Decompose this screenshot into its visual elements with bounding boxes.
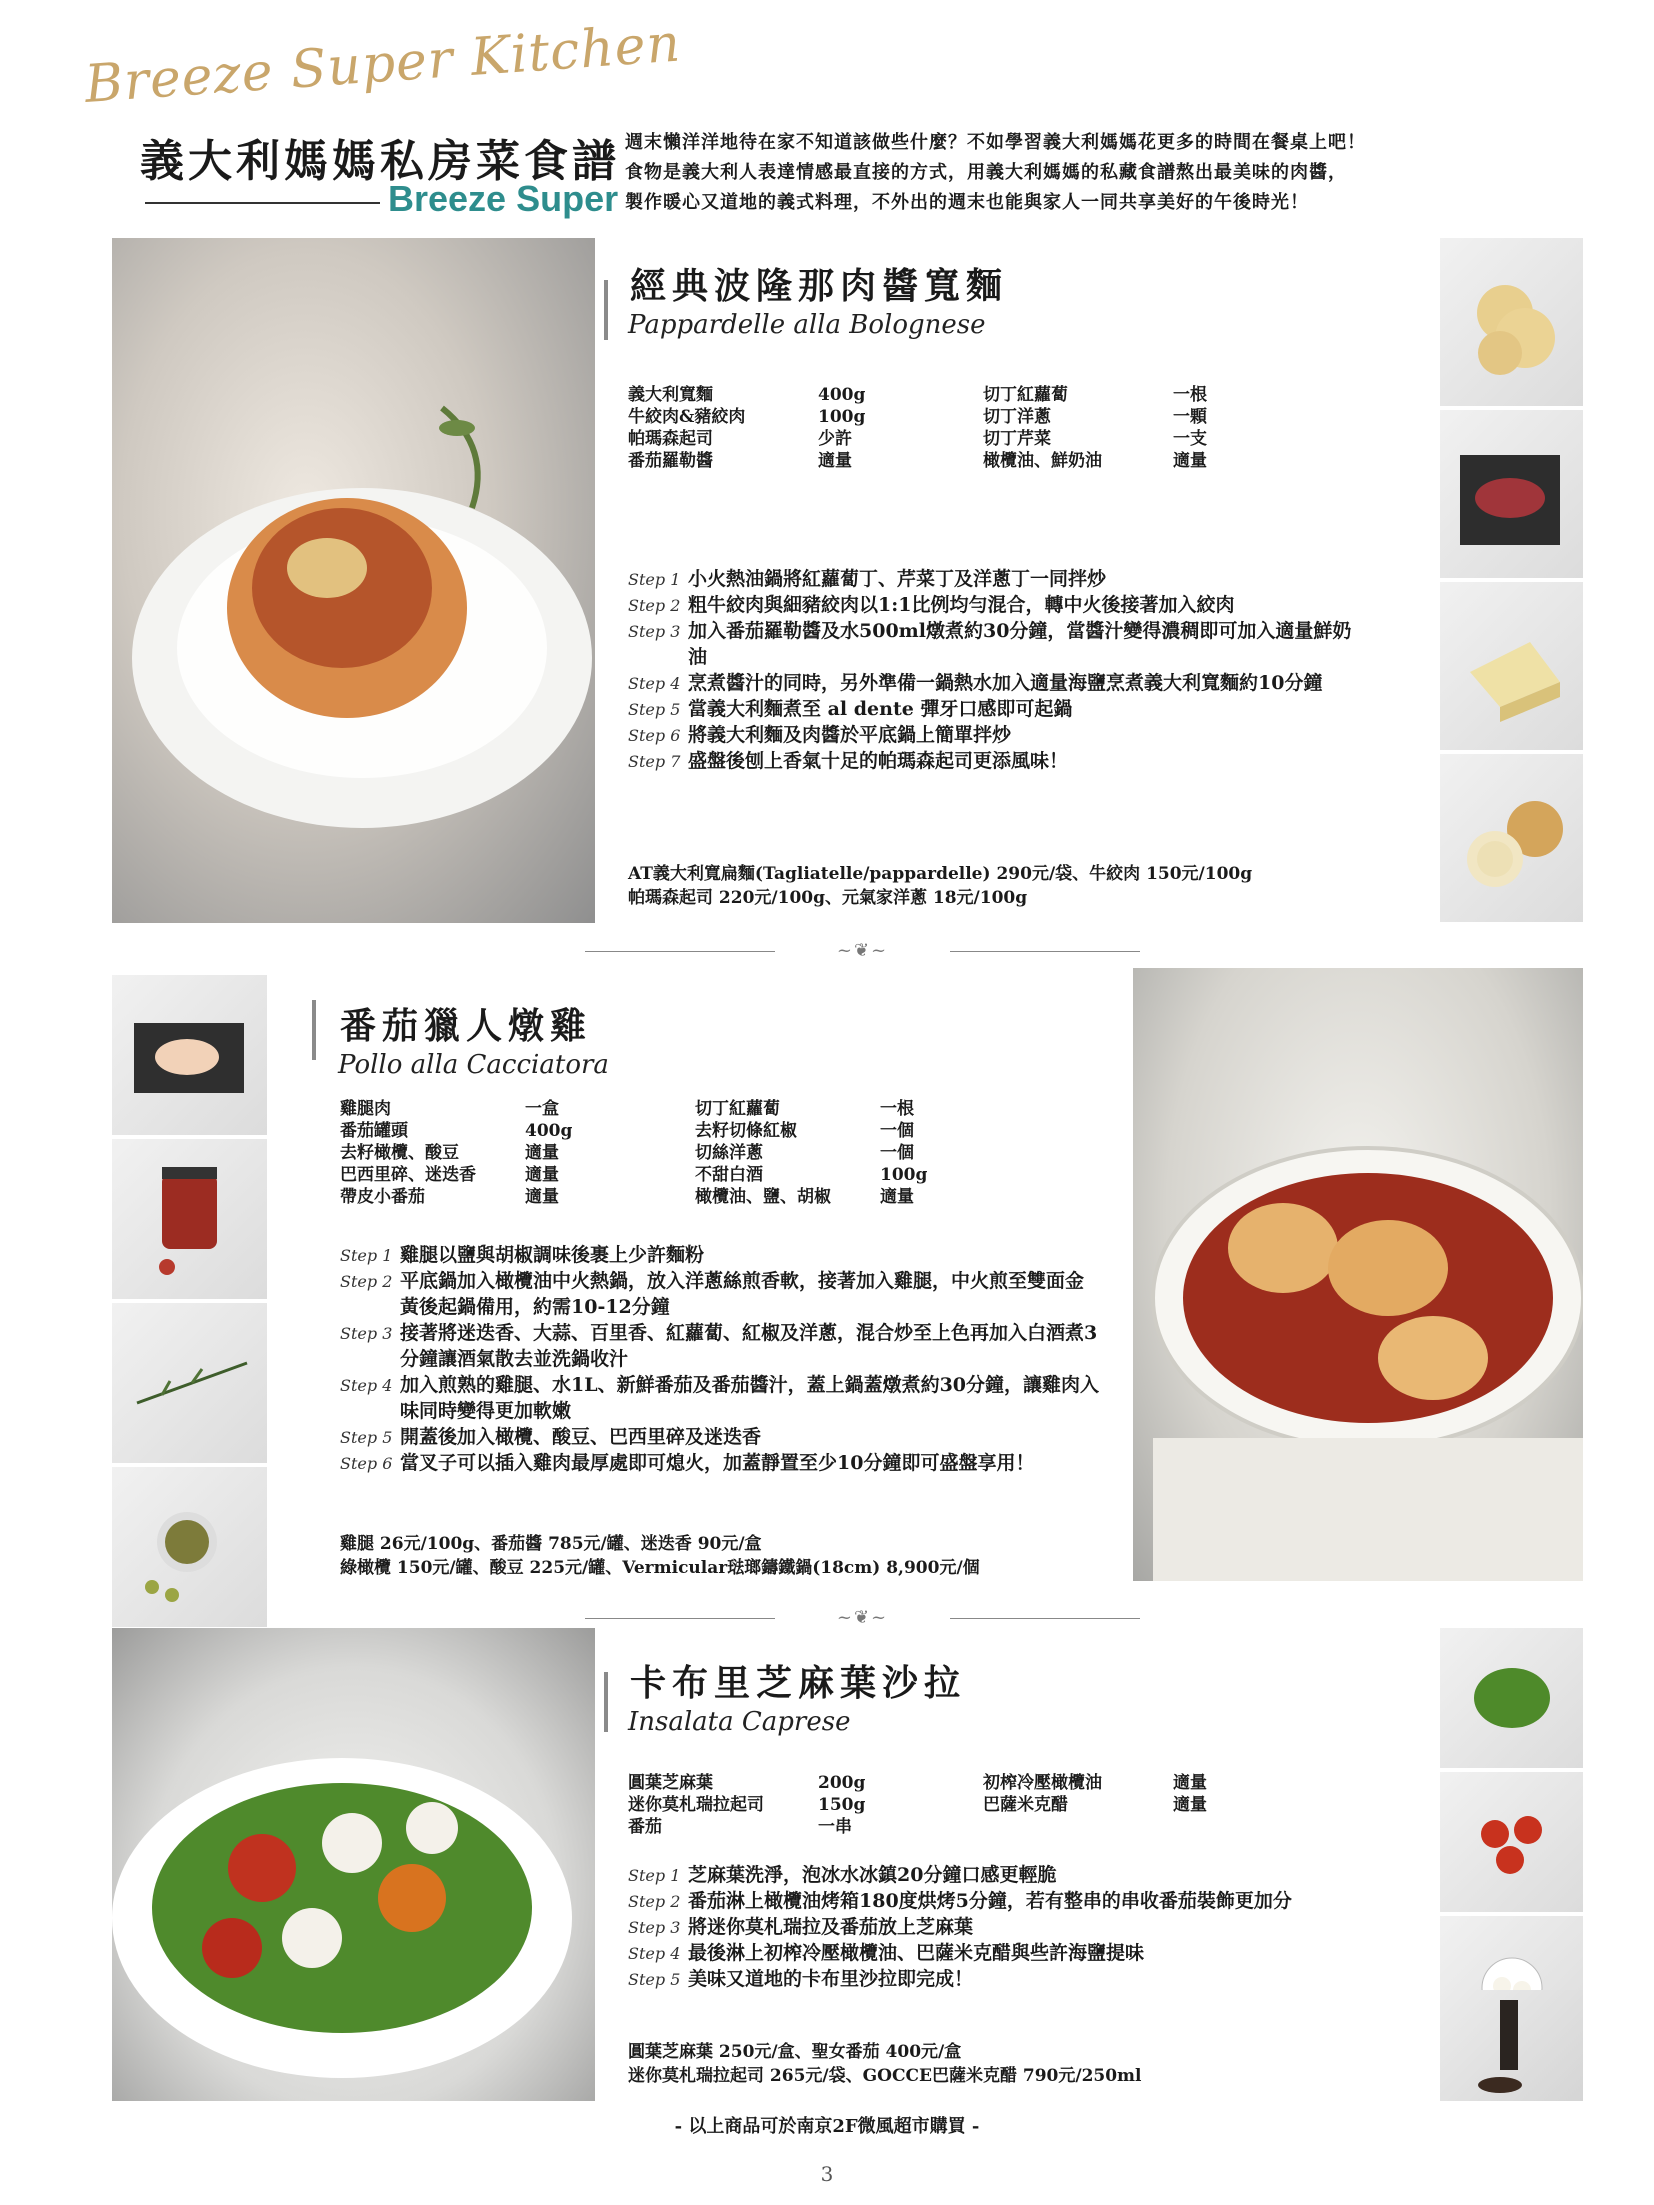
price-line: 雞腿 26元/100g、番茄醬 785元/罐、迷迭香 90元/盒 — [340, 1534, 762, 1554]
pasta-nest-icon — [1440, 238, 1583, 406]
intro-line: 製作暖心又道地的義式料理，不外出的週末也能與家人一同共享美好的午後時光！ — [625, 192, 1309, 213]
ingredient-qty: 一串 — [818, 1817, 852, 1837]
ingredient-qty: 適量 — [1173, 1795, 1207, 1815]
ingredient-name: 切丁芹菜 — [983, 429, 1051, 449]
ingredient-name: 巴西里碎、迷迭香 — [340, 1165, 476, 1185]
ingredient-qty: 一根 — [880, 1099, 914, 1119]
pot-illustration — [1133, 968, 1583, 1581]
ingredient-name: 去籽切條紅椒 — [695, 1121, 797, 1141]
step-item — [628, 722, 1368, 748]
ingredient-row — [628, 1772, 1228, 1794]
fork-ornament-icon — [604, 280, 608, 340]
cherry-tomato-thumbnail — [1440, 1772, 1583, 1912]
ingredient-qty: 適量 — [525, 1143, 559, 1163]
pasta-nest-thumbnail — [1440, 238, 1583, 406]
step-item — [340, 1242, 1100, 1268]
ingredient-row — [628, 428, 1228, 450]
ingredient-qty: 一支 — [1173, 429, 1207, 449]
chicken-leg-icon — [112, 975, 267, 1135]
ingredient-name: 初榨冷壓橄欖油 — [983, 1773, 1102, 1793]
page-number: 3 — [820, 2162, 834, 2186]
step-label: Step 6 — [340, 1454, 393, 1473]
sauce-jar-icon — [112, 1139, 267, 1299]
onion-icon — [1440, 754, 1583, 922]
step-item — [628, 1914, 1368, 1940]
tomato-sauce-jar-thumbnail — [112, 1139, 267, 1299]
ingredient-qty: 適量 — [818, 451, 852, 471]
price-line: 圓葉芝麻葉 250元/盒、聖女番茄 400元/盒 — [628, 2042, 962, 2062]
recipe-title: 番茄獵人燉雞 — [340, 1005, 593, 1047]
step-label: Step 3 — [628, 622, 681, 641]
ingredient-row — [628, 1816, 1228, 1838]
step-label: Step 1 — [340, 1246, 393, 1265]
brand-script-logo: Breeze Super Kitchen — [82, 13, 683, 115]
step-text: 當叉子可以插入雞肉最厚處即可熄火，加蓋靜置至少10分鐘即可盛盤享用！ — [400, 1452, 1035, 1474]
step-text: 加入番茄羅勒醬及水500ml燉煮約30分鐘，當醬汁變得濃稠即可加入適量鮮奶油 — [688, 620, 1352, 668]
step-item — [628, 748, 1368, 774]
price-list — [340, 1532, 1120, 1580]
step-text: 開蓋後加入橄欖、酸豆、巴西里碎及迷迭香 — [400, 1426, 762, 1448]
intro-paragraph — [625, 128, 1415, 218]
step-text: 將迷你莫札瑞拉及番茄放上芝麻葉 — [688, 1916, 974, 1938]
step-label: Step 5 — [628, 700, 681, 719]
ingredient-name: 巴薩米克醋 — [983, 1795, 1068, 1815]
step-label: Step 3 — [340, 1324, 393, 1343]
chicken-cacciatore-photo — [1133, 968, 1583, 1581]
ingredient-row — [340, 1120, 940, 1142]
ingredient-qty: 100g — [818, 407, 866, 427]
ingredient-qty: 適量 — [1173, 1773, 1207, 1793]
onion-thumbnail — [1440, 754, 1583, 922]
step-text: 將義大利麵及肉醬於平底鍋上簡單拌炒 — [688, 724, 1012, 746]
step-item — [628, 670, 1368, 696]
ingredient-name: 不甜白酒 — [695, 1165, 763, 1185]
intro-line: 食物是義大利人表達情感最直接的方式，用義大利媽媽的私藏食譜熬出最美味的肉醬， — [625, 162, 1347, 183]
ingredient-row — [340, 1186, 940, 1208]
step-item — [628, 1940, 1368, 1966]
ingredient-qty: 400g — [818, 385, 866, 405]
step-label: Step 3 — [628, 1918, 681, 1937]
step-label: Step 4 — [340, 1376, 393, 1395]
step-label: Step 2 — [628, 596, 681, 615]
intro-line: 週末懶洋洋地待在家不知道該做些什麼？不如學習義大利媽媽花更多的時間在餐桌上吧！ — [625, 132, 1366, 153]
fork-ornament-icon — [604, 1672, 608, 1732]
ingredient-name: 番茄羅勒醬 — [628, 451, 713, 471]
ingredient-row — [628, 450, 1228, 472]
ingredient-name: 切丁紅蘿蔔 — [983, 385, 1068, 405]
ingredient-row — [628, 384, 1228, 406]
ingredient-qty: 一盒 — [525, 1099, 559, 1119]
step-item — [340, 1320, 1100, 1372]
step-label: Step 5 — [340, 1428, 393, 1447]
step-item — [628, 618, 1368, 670]
parmesan-thumbnail — [1440, 582, 1583, 750]
ingredient-name: 切丁紅蘿蔔 — [695, 1099, 780, 1119]
step-item — [340, 1372, 1100, 1424]
step-label: Step 1 — [628, 570, 681, 589]
olives-icon — [112, 1467, 267, 1627]
ingredient-name: 帕瑪森起司 — [628, 429, 713, 449]
price-line: 迷你莫札瑞拉起司 265元/袋、GOCCE巴薩米克醋 790元/250ml — [628, 2066, 1142, 2086]
ingredient-name: 切絲洋蔥 — [695, 1143, 763, 1163]
price-list — [628, 862, 1388, 910]
step-text: 最後淋上初榨冷壓橄欖油、巴薩米克醋與些許海鹽提味 — [688, 1942, 1145, 1964]
rosemary-thumbnail — [112, 1303, 267, 1463]
step-text: 烹煮醬汁的同時，另外準備一鍋熱水加入適量海鹽烹煮義大利寬麵約10分鐘 — [688, 672, 1323, 694]
ingredient-qty: 少許 — [818, 429, 852, 449]
olives-capers-thumbnail — [112, 1467, 267, 1627]
price-line: 綠橄欖 150元/罐、酸豆 225元/罐、Vermicular琺瑯鑄鐵鍋(18cm) 8,900元/個 — [340, 1558, 980, 1578]
ingredient-qty: 100g — [880, 1165, 928, 1185]
step-list — [628, 566, 1368, 774]
ingredient-row — [340, 1164, 940, 1186]
step-label: Step 6 — [628, 726, 681, 745]
step-text: 平底鍋加入橄欖油中火熱鍋，放入洋蔥絲煎香軟，接著加入雞腿，中火煎至雙面金黃後起鍋備用，約需10-12分鐘 — [400, 1270, 1085, 1318]
step-label: Step 4 — [628, 1944, 681, 1963]
ingredient-row — [340, 1142, 940, 1164]
recipe-subtitle: Insalata Caprese — [628, 1707, 851, 1737]
recipe-subtitle: Pappardelle alla Bolognese — [628, 310, 986, 340]
balsamic-thumbnail — [1440, 1990, 1583, 2101]
caprese-salad-photo — [112, 1628, 595, 2101]
ingredient-row — [628, 406, 1228, 428]
step-text: 盛盤後刨上香氣十足的帕瑪森起司更添風味！ — [688, 750, 1069, 772]
ingredient-qty: 一個 — [880, 1143, 914, 1163]
recipe-title: 經典波隆那肉醬寬麵 — [630, 265, 1009, 307]
ingredient-name: 圓葉芝麻葉 — [628, 1773, 713, 1793]
flourish-ornament-icon: ~❦~ — [836, 940, 889, 961]
recipe-subtitle: Pollo alla Cacciatora — [338, 1050, 609, 1080]
ingredient-name: 義大利寬麵 — [628, 385, 713, 405]
price-line: 帕瑪森起司 220元/100g、元氣家洋蔥 18元/100g — [628, 888, 1028, 908]
flourish-ornament-icon: ~❦~ — [836, 1607, 889, 1628]
ingredient-qty: 一顆 — [1173, 407, 1207, 427]
rosemary-icon — [112, 1303, 267, 1463]
ingredient-qty: 適量 — [1173, 451, 1207, 471]
ingredient-qty: 適量 — [525, 1187, 559, 1207]
step-text: 小火熱油鍋將紅蘿蔔丁、芹菜丁及洋蔥丁一同拌炒 — [688, 568, 1107, 590]
price-line: AT義大利寬扁麵(Tagliatelle/pappardelle) 290元/袋、牛絞肉 150元/100g — [628, 864, 1253, 884]
brand-divider-line — [145, 202, 380, 204]
ingredient-qty: 一根 — [1173, 385, 1207, 405]
store-availability-note: - 以上商品可於南京2F微風超市購買 - — [674, 2116, 980, 2137]
step-text: 番茄淋上橄欖油烤箱180度烘烤5分鐘，若有整串的串收番茄裝飾更加分 — [688, 1890, 1292, 1912]
step-text: 雞腿以鹽與胡椒調味後裹上少許麵粉 — [400, 1244, 705, 1266]
ingredient-name: 橄欖油、鹽、胡椒 — [695, 1187, 831, 1207]
step-item — [340, 1268, 1100, 1320]
ingredient-list — [628, 384, 1228, 472]
ingredient-name: 切丁洋蔥 — [983, 407, 1051, 427]
ingredient-name: 帶皮小番茄 — [340, 1187, 425, 1207]
section-divider — [585, 940, 1140, 964]
ingredient-qty: 適量 — [880, 1187, 914, 1207]
ingredient-qty: 適量 — [525, 1165, 559, 1185]
ingredient-qty: 一個 — [880, 1121, 914, 1141]
step-item — [628, 592, 1368, 618]
ingredient-name: 橄欖油、鮮奶油 — [983, 451, 1102, 471]
ingredient-row — [628, 1794, 1228, 1816]
balsamic-bottle-icon — [1440, 1990, 1583, 2101]
bolognese-dish-photo — [112, 238, 595, 923]
ingredient-name: 番茄罐頭 — [340, 1121, 408, 1141]
step-item — [628, 1862, 1368, 1888]
ingredient-name: 迷你莫札瑞拉起司 — [628, 1795, 764, 1815]
fork-ornament-icon — [312, 1000, 316, 1060]
ingredient-name: 牛絞肉&豬絞肉 — [628, 407, 746, 427]
pasta-plate-illustration — [112, 238, 595, 923]
step-label: Step 4 — [628, 674, 681, 693]
chicken-thumbnail — [112, 975, 267, 1135]
arugula-thumbnail — [1440, 1628, 1583, 1768]
ingredient-row — [340, 1098, 940, 1120]
tomato-icon — [1440, 1772, 1583, 1912]
ingredient-name: 去籽橄欖、酸豆 — [340, 1143, 459, 1163]
step-list — [340, 1242, 1100, 1476]
step-item — [628, 1966, 1368, 1992]
step-item — [340, 1450, 1100, 1476]
step-label: Step 7 — [628, 752, 681, 771]
step-text: 粗牛絞肉與細豬絞肉以1:1比例均勻混合，轉中火後接著加入絞肉 — [688, 594, 1235, 616]
salad-bowl-illustration — [112, 1628, 595, 2101]
parmesan-icon — [1440, 582, 1583, 750]
step-label: Step 1 — [628, 1866, 681, 1885]
ingredient-qty: 400g — [525, 1121, 573, 1141]
step-text: 美味又道地的卡布里沙拉即完成！ — [688, 1968, 974, 1990]
step-text: 加入煎熟的雞腿、水1L、新鮮番茄及番茄醬汁，蓋上鍋蓋燉煮約30分鐘，讓雞肉入味同時變得更加軟嫩 — [400, 1374, 1100, 1422]
ingredient-qty: 200g — [818, 1773, 866, 1793]
ingredient-qty: 150g — [818, 1795, 866, 1815]
step-text: 芝麻葉洗淨，泡冰水冰鎮20分鐘口感更輕脆 — [688, 1864, 1057, 1886]
step-item — [628, 696, 1368, 722]
step-text: 當義大利麵煮至 al dente 彈牙口感即可起鍋 — [688, 698, 1073, 720]
ingredient-list — [628, 1772, 1228, 1838]
ingredient-name: 雞腿肉 — [340, 1099, 391, 1119]
ingredient-name: 番茄 — [628, 1817, 662, 1837]
step-list — [628, 1862, 1368, 1992]
step-label: Step 2 — [340, 1272, 393, 1291]
step-item — [628, 566, 1368, 592]
section-divider — [585, 1607, 1140, 1631]
ground-meat-thumbnail — [1440, 410, 1583, 578]
step-label: Step 5 — [628, 1970, 681, 1989]
recipe-title: 卡布里芝麻葉沙拉 — [630, 1662, 967, 1704]
step-label: Step 2 — [628, 1892, 681, 1911]
arugula-icon — [1440, 1628, 1583, 1768]
page-title: 義大利媽媽私房菜食譜 — [140, 136, 620, 187]
ingredient-list — [340, 1098, 940, 1208]
price-list — [628, 2040, 1388, 2088]
step-item — [628, 1888, 1368, 1914]
step-item — [340, 1424, 1100, 1450]
ground-meat-icon — [1440, 410, 1583, 578]
step-text: 接著將迷迭香、大蒜、百里香、紅蘿蔔、紅椒及洋蔥，混合炒至上色再加入白酒煮3分鐘讓酒氣散去並洗鍋收汁 — [400, 1322, 1098, 1370]
brand-name: Breeze Super — [388, 178, 619, 219]
